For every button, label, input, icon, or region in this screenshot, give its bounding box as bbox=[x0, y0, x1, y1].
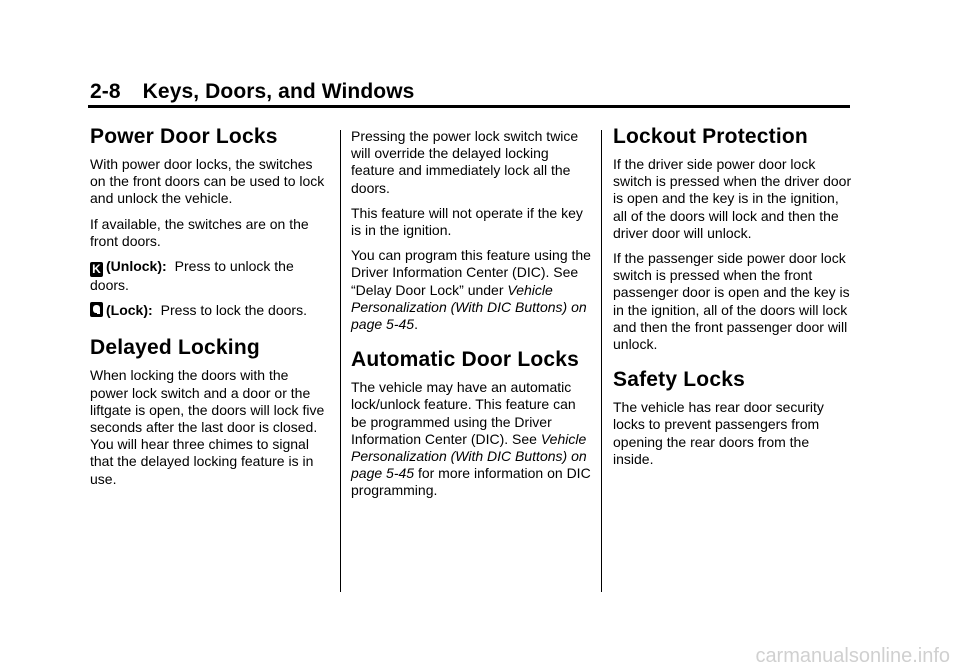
column-divider-2 bbox=[601, 130, 602, 592]
paragraph bbox=[351, 247, 591, 333]
paragraph: If the driver side power door lock switch is pressed when the driver door is open and the key is in the ignition, all of the doors will lock and then the driver door will unlock. bbox=[613, 156, 852, 241]
cross-reference-link[interactable]: Vehicle Personalization (With DIC Buttons) on page 5-45 bbox=[351, 430, 587, 482]
text-run: for more information on DIC programming. bbox=[351, 465, 591, 499]
paragraph: If the passenger side power door lock switch is pressed when the front passenger door is open and the key is in the ignition, all of the doors will lock and then the front passenger door will unlock. bbox=[613, 250, 850, 353]
unlock-label: (Unlock): bbox=[106, 258, 167, 275]
column-3 bbox=[613, 124, 853, 476]
header-rule bbox=[88, 105, 850, 108]
lock-text: Press to lock the doors. bbox=[160, 302, 307, 319]
lock-item bbox=[90, 302, 330, 321]
cross-reference-link[interactable]: Vehicle Personalization (With DIC Buttons) on page 5-45 bbox=[351, 281, 587, 333]
paragraph: If available, the switches are on the front doors. bbox=[90, 215, 309, 249]
column-divider-1 bbox=[340, 130, 341, 592]
lock-label: (Lock): bbox=[106, 302, 153, 319]
paragraph bbox=[351, 379, 591, 499]
column-2 bbox=[351, 128, 591, 508]
column-1 bbox=[90, 124, 330, 496]
paragraph: With power door locks, the switches on the front doors can be used to lock and unlock the vehicle. bbox=[90, 156, 325, 207]
unlock-key-icon: K bbox=[90, 262, 103, 277]
heading-lockout-protection: Lockout Protection bbox=[613, 125, 808, 148]
paragraph: Pressing the power lock switch twice will override the delayed locking feature and immediately lock all the doors. bbox=[351, 128, 579, 196]
text-run: The vehicle may have an automatic lock/unlock feature. This feature can be programmed using the Driver Information Center (DIC). See bbox=[351, 379, 576, 447]
heading-automatic-door-locks: Automatic Door Locks bbox=[351, 348, 580, 372]
page-header bbox=[90, 80, 414, 104]
unlock-text: Press to unlock the doors. bbox=[90, 258, 294, 294]
heading-delayed-locking: Delayed Locking bbox=[90, 336, 260, 360]
paragraph: This feature will not operate if the key is in the ignition. bbox=[351, 204, 583, 239]
text-run: . bbox=[414, 316, 418, 333]
heading-safety-locks: Safety Locks bbox=[613, 368, 745, 392]
heading-power-door-locks: Power Door Locks bbox=[90, 125, 278, 148]
watermark: carmanualsonline.info bbox=[755, 645, 950, 667]
section-title: Keys, Doors, and Windows bbox=[142, 80, 415, 103]
unlock-item bbox=[90, 258, 330, 294]
paragraph: The vehicle has rear door security locks to prevent passengers from opening the rear doors from the inside. bbox=[613, 399, 824, 467]
page-number: 2-8 bbox=[90, 80, 121, 103]
text-run: You can program this feature using the Driver Information Center (DIC). See “Delay Door Lock” under bbox=[351, 247, 591, 298]
lock-key-icon bbox=[90, 302, 103, 321]
paragraph: When locking the doors with the power lock switch and a door or the liftgate is open, the doors will lock five seconds after the last door is closed. You will hear three chimes to signal that the delayed locking feature is in use. bbox=[90, 367, 325, 487]
